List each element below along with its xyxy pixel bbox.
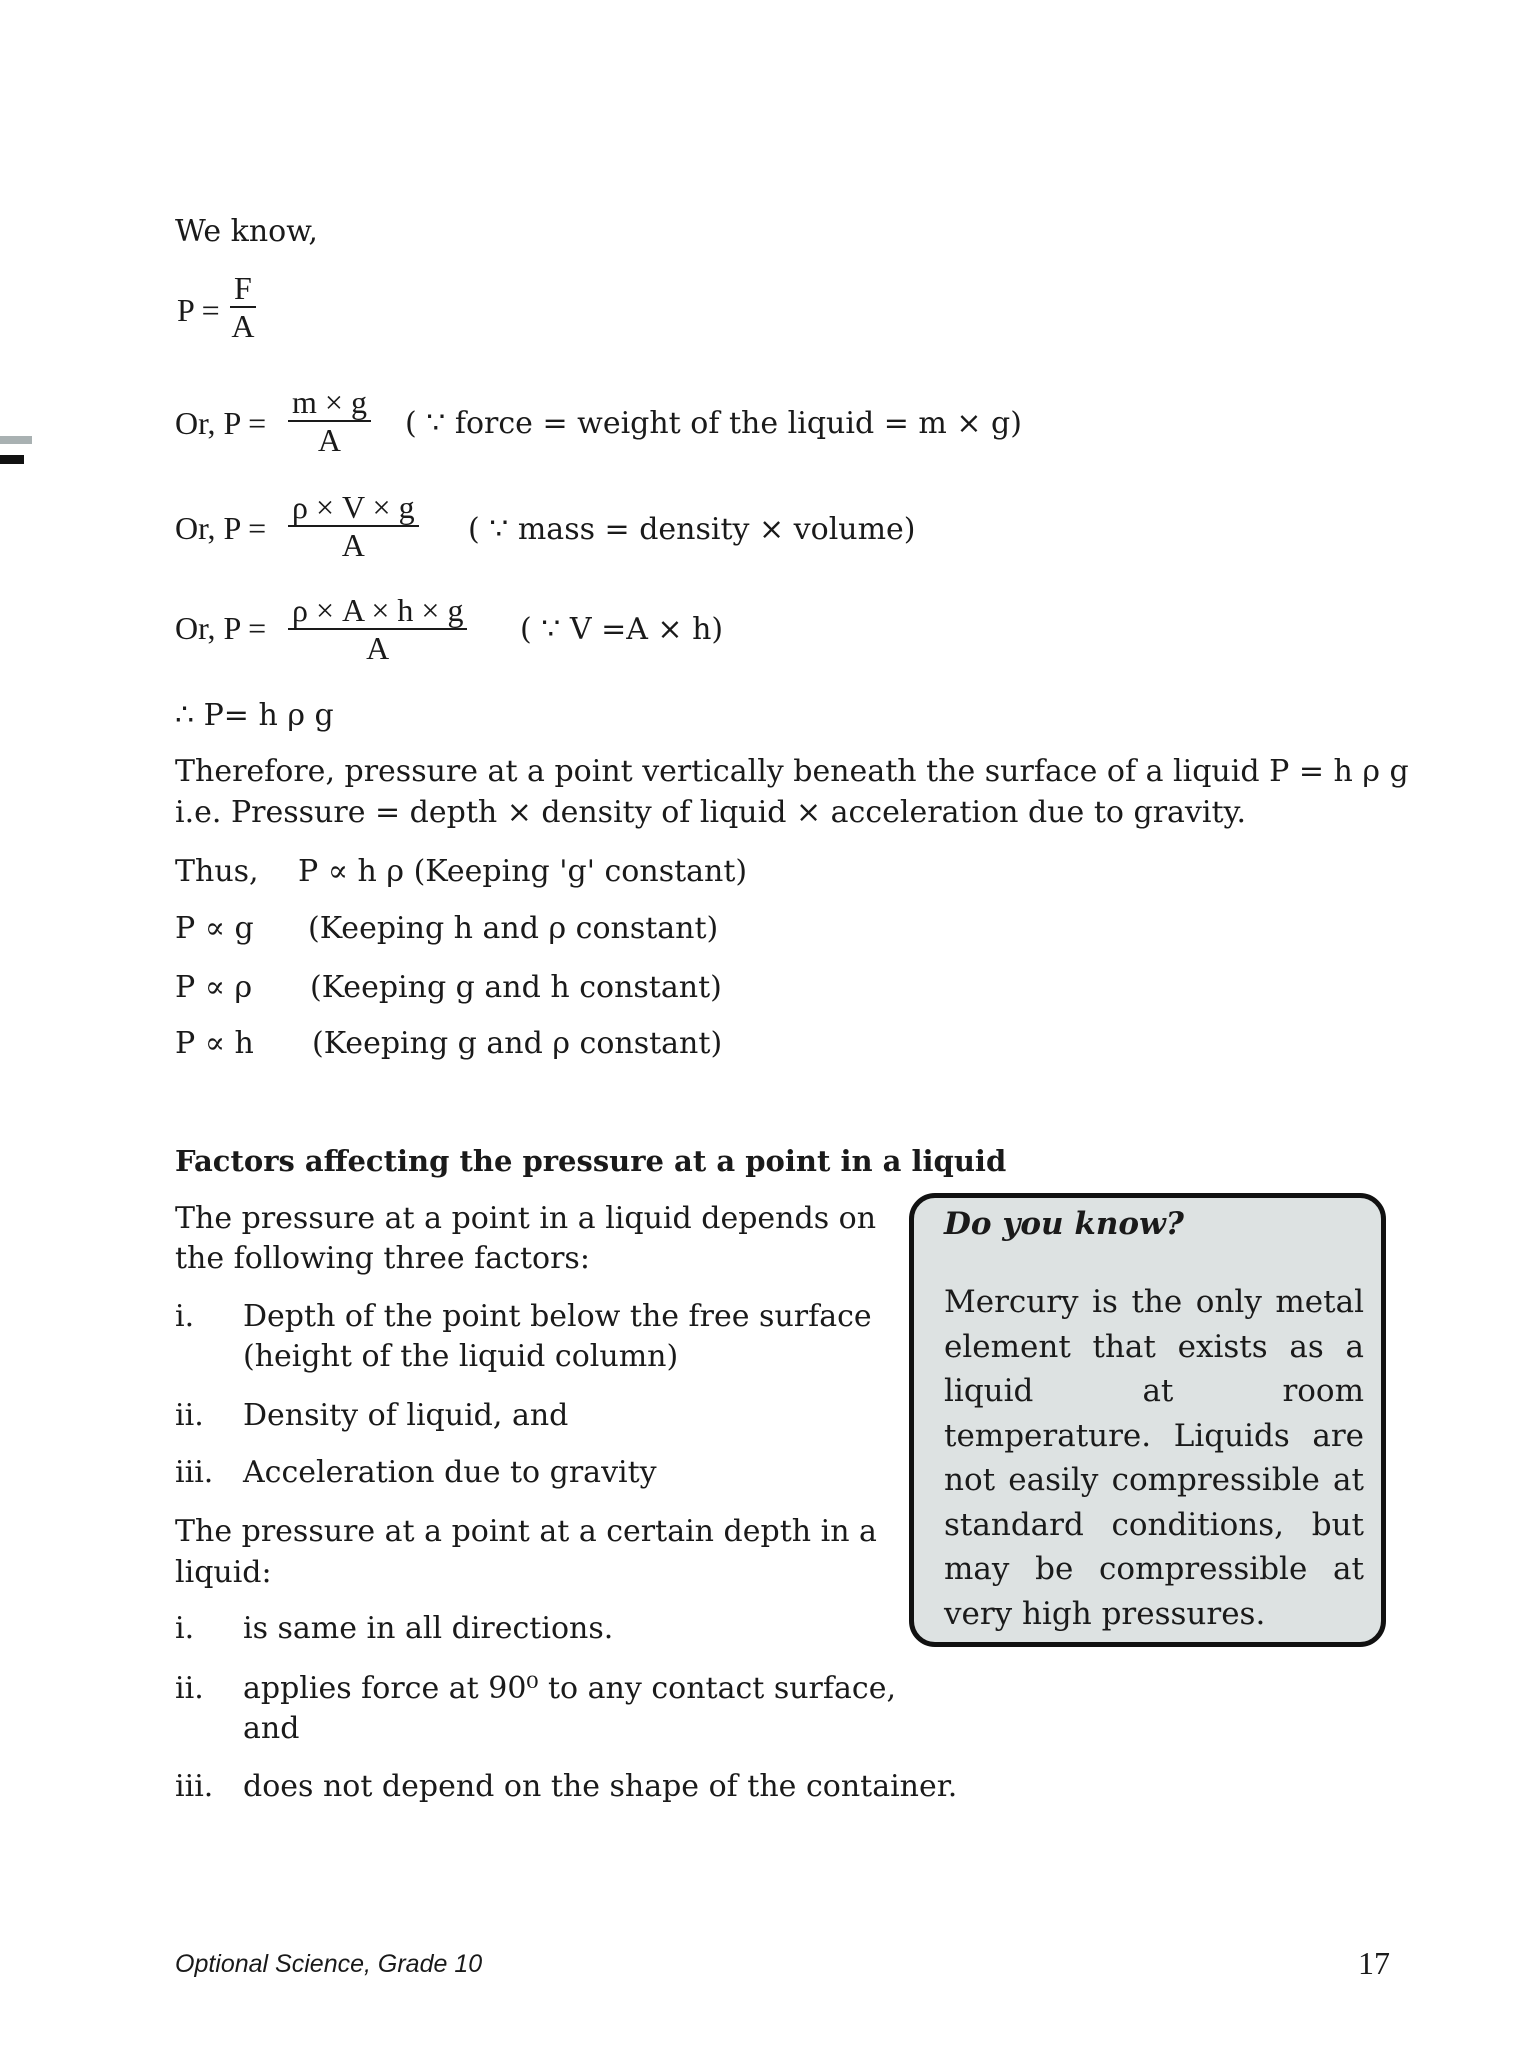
footer-book-title: Optional Science, Grade 10 [175, 1950, 483, 1978]
therefore-line-2: i.e. Pressure = depth × density of liquid × acceleration due to gravity. [175, 795, 1247, 830]
proportion-label: Thus, [175, 854, 259, 889]
section-heading: Factors affecting the pressure at a point in a liquid [175, 1144, 1007, 1178]
property-text: is same in all directions. [243, 1611, 614, 1646]
eq3-note: ( ∵ mass = density × volume) [468, 512, 916, 547]
eq2-lhs: Or, P = [175, 405, 267, 441]
eq4-numerator: ρ × A × h × g [292, 592, 464, 628]
margin-marker-black [0, 455, 24, 464]
proportion-label: P ∝ ρ [175, 970, 253, 1005]
eq1-fraction [230, 270, 256, 344]
margin-marker-gray [0, 436, 32, 444]
do-you-know-box [909, 1193, 1386, 1647]
factor-text: Acceleration due to gravity [243, 1455, 657, 1490]
factor-text: Depth of the point below the free surface [243, 1299, 872, 1334]
do-you-know-title: Do you know? [944, 1206, 1184, 1242]
property-text: does not depend on the shape of the container. [243, 1769, 958, 1804]
eq2-fraction [288, 384, 371, 458]
property-text: applies force at 90⁰ to any contact surface, [243, 1671, 896, 1706]
property-number: iii. [175, 1769, 214, 1804]
eq4-denominator: A [366, 630, 390, 666]
factor-text-continued: (height of the liquid column) [243, 1339, 679, 1374]
eq2-numerator: m × g [292, 384, 367, 420]
proportion-expr: (Keeping g and h constant) [310, 970, 722, 1005]
section-intro-line-2: the following three factors: [175, 1241, 590, 1276]
section-intro-line-1: The pressure at a point in a liquid depends on [175, 1201, 877, 1236]
proportion-label: P ∝ g [175, 911, 254, 946]
result-equation: ∴ P= h ρ g [175, 698, 334, 733]
eq2-denominator: A [317, 422, 342, 458]
eq3-denominator: A [341, 527, 365, 563]
factor-number: ii. [175, 1398, 204, 1433]
eq4-lhs: Or, P = [175, 610, 267, 646]
factor-text: Density of liquid, and [243, 1398, 569, 1433]
eq4-fraction [288, 592, 467, 666]
eq3-lhs: Or, P = [175, 510, 267, 546]
factor-number: iii. [175, 1455, 214, 1490]
eq4-note: ( ∵ V =A × h) [520, 612, 724, 647]
properties-intro-line-1: The pressure at a point at a certain depth in a [175, 1514, 877, 1549]
eq3-fraction [288, 489, 419, 563]
do-you-know-body: Mercury is the only metal element that exists as a liquid at room temperature. Liquids are not easily compressible at standard conditions, but may be compressible at very high pressures. [944, 1284, 1364, 1632]
eq1-numerator: F [234, 270, 252, 306]
property-text-continued: and [243, 1711, 300, 1746]
factor-number: i. [175, 1299, 195, 1334]
proportion-label: P ∝ h [175, 1026, 254, 1061]
property-number: i. [175, 1611, 195, 1646]
eq2-note: ( ∵ force = weight of the liquid = m × g) [405, 406, 1022, 441]
proportion-expr: (Keeping g and ρ constant) [312, 1026, 723, 1061]
property-number: ii. [175, 1671, 204, 1706]
eq1-lhs: P = [177, 292, 220, 328]
therefore-line-1: Therefore, pressure at a point vertically beneath the surface of a liquid P = h ρ g [175, 754, 1409, 789]
eq3-numerator: ρ × V × g [292, 489, 415, 525]
page-number: 17 [1358, 1945, 1390, 1981]
eq1-denominator: A [231, 308, 255, 344]
proportion-expr: (Keeping h and ρ constant) [308, 911, 719, 946]
proportion-expr: P ∝ h ρ (Keeping 'g' constant) [298, 854, 748, 889]
intro-text: We know, [175, 214, 318, 249]
properties-intro-line-2: liquid: [175, 1555, 272, 1590]
